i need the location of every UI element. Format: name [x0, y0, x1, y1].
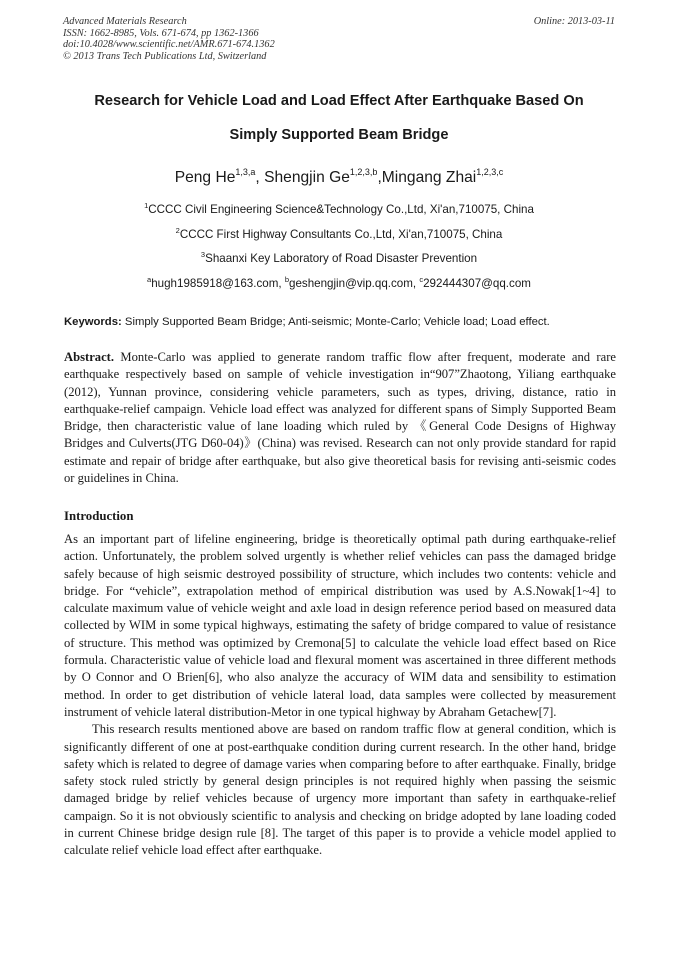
keywords: [64, 316, 624, 328]
introduction-paragraph-1: As an important part of lifeline engineering, bridge is theoretically optimal path during earthquake-relief action. Unfortunately, the problem solved urgently is whether relief vehicles can pass the damaged bridge safely because of high seismic destroyed possibility of structure, which includes two contents: vehicle and bridge. For “vehicle”, extrapolation method of empirical distribution was used by A.S.Nowak[1~4] to calculate maximum value of vehicle weight and axle load in design reference period based on measured data collected by WIM in some typical highways, estimating the safety of bridge compared to value of resistance of structure. This method was optimized by Cremona[5] to calculate the vehicle load effect based on Rice formula. Characteristic value of vehicle load and flexural moment was ascertained in three different methods by O Connor and O Brien[6], who also analyze the accuracy of WIM data and sensibility to estimation method. In order to get distribution of vehicle lateral load, data samples were collected by measurement instrument of vehicle lateral distribution-Metor in one typical highway by Abraham Getachew[7].: [64, 532, 616, 719]
abstract-label: Abstract.: [64, 350, 115, 364]
affiliation-text: Shaanxi Key Laboratory of Road Disaster Prevention: [205, 252, 478, 265]
affiliation-text: CCCC First Highway Consultants Co.,Ltd, Xi'an,710075, China: [179, 228, 503, 241]
affiliation-3: [40, 252, 638, 265]
author-affiliation-marker: 1,3,a: [235, 167, 256, 177]
email-line: [40, 277, 638, 290]
email-marker: a: [147, 275, 152, 284]
affiliation-2: [40, 228, 638, 241]
author-list: [40, 169, 638, 187]
affiliation-text: CCCC Civil Engineering Science&Technology Co.,Ltd, Xi'an,710075, China: [148, 203, 534, 216]
abstract-paragraph: [64, 349, 616, 487]
journal-header: [63, 16, 615, 62]
email-marker: b: [284, 275, 289, 284]
keywords-text: Simply Supported Beam Bridge; Anti-seismic; Monte-Carlo; Vehicle load; Load effect.: [121, 316, 550, 328]
author-separator: ,: [377, 169, 382, 186]
paper-title-line-2: Simply Supported Beam Bridge: [229, 127, 449, 143]
email-address[interactable]: hugh1985918@163.com,: [151, 277, 285, 290]
introduction-paragraph-2: This research results mentioned above are based on random traffic flow at general condition, which is significantly different of one at post-earthquake condition during current research. In the other hand, bridge safety which is related to degree of damage varies when comparing before to after earthquake. Finally, bridge safety stock ruled strictly by general design principles is not required highly when passing the seismic damaged bridge by relief vehicles because of urgency more important than safety in earthquake-relief campaign. So it is not obviously scientific to analysis and checking on bridge adopted by lane loading coded in current Chinese bridge design rule [8]. The target of this paper is to provide a vehicle model applied to calculate relief vehicle load effect after earthquake.: [64, 722, 616, 858]
email-address[interactable]: 292444307@qq.com: [423, 277, 531, 290]
journal-name: Advanced Materials Research: [63, 16, 187, 27]
keywords-label: Keywords:: [64, 316, 122, 328]
author-name: Mingang Zhai: [381, 169, 477, 186]
affiliation-marker: 3: [200, 250, 206, 259]
copyright-line: © 2013 Trans Tech Publications Ltd, Switzerland: [63, 50, 267, 62]
author-name: Shengjin Ge: [264, 169, 350, 186]
author-affiliation-marker: 1,2,3,b: [349, 167, 378, 177]
affiliation-1: [40, 203, 638, 216]
abstract-text: Monte-Carlo was applied to generate random traffic flow after frequent, moderate and rare earthquake respectively based on sample of vehicle investigation in“907”Zhaotong, Yiliang earthquake (2012), Yunnan province, considering vehicle parameters, such as types, driving, distance, ratio in earthquake-relief campaign. Vehicle load effect was analyzed for different spans of Simply Supported Beam Bridge, then characteristic value of lane loading which ruled by 《General Code Designs of Highway Bridges and Culverts(JTG D60-04)》(China) was revised. Research can not only provide standard for rapid estimate and repair of bridge after earthquake, but also give theoretical basis for revising anti-seismic codes or guidelines in China.: [64, 350, 616, 486]
author-affiliation-marker: 1,2,3,c: [476, 167, 504, 177]
email-address[interactable]: geshengjin@vip.qq.com,: [289, 277, 420, 290]
paper-title-line-1: Research for Vehicle Load and Load Effect After Earthquake Based On: [94, 93, 584, 109]
affiliation-marker: 1: [144, 201, 149, 210]
introduction-body: [64, 531, 616, 860]
online-date: Online: 2013-03-11: [533, 16, 615, 27]
doi-line[interactable]: doi:10.4028/www.scientific.net/AMR.671-674.1362: [63, 39, 275, 51]
author-separator: ,: [255, 169, 265, 186]
author-name: Peng He: [174, 169, 236, 186]
email-marker: c: [419, 275, 424, 284]
affiliation-marker: 2: [175, 226, 180, 235]
section-heading-introduction: Introduction: [64, 509, 134, 523]
issn-line: ISSN: 1662-8985, Vols. 671-674, pp 1362-1366: [63, 27, 259, 39]
